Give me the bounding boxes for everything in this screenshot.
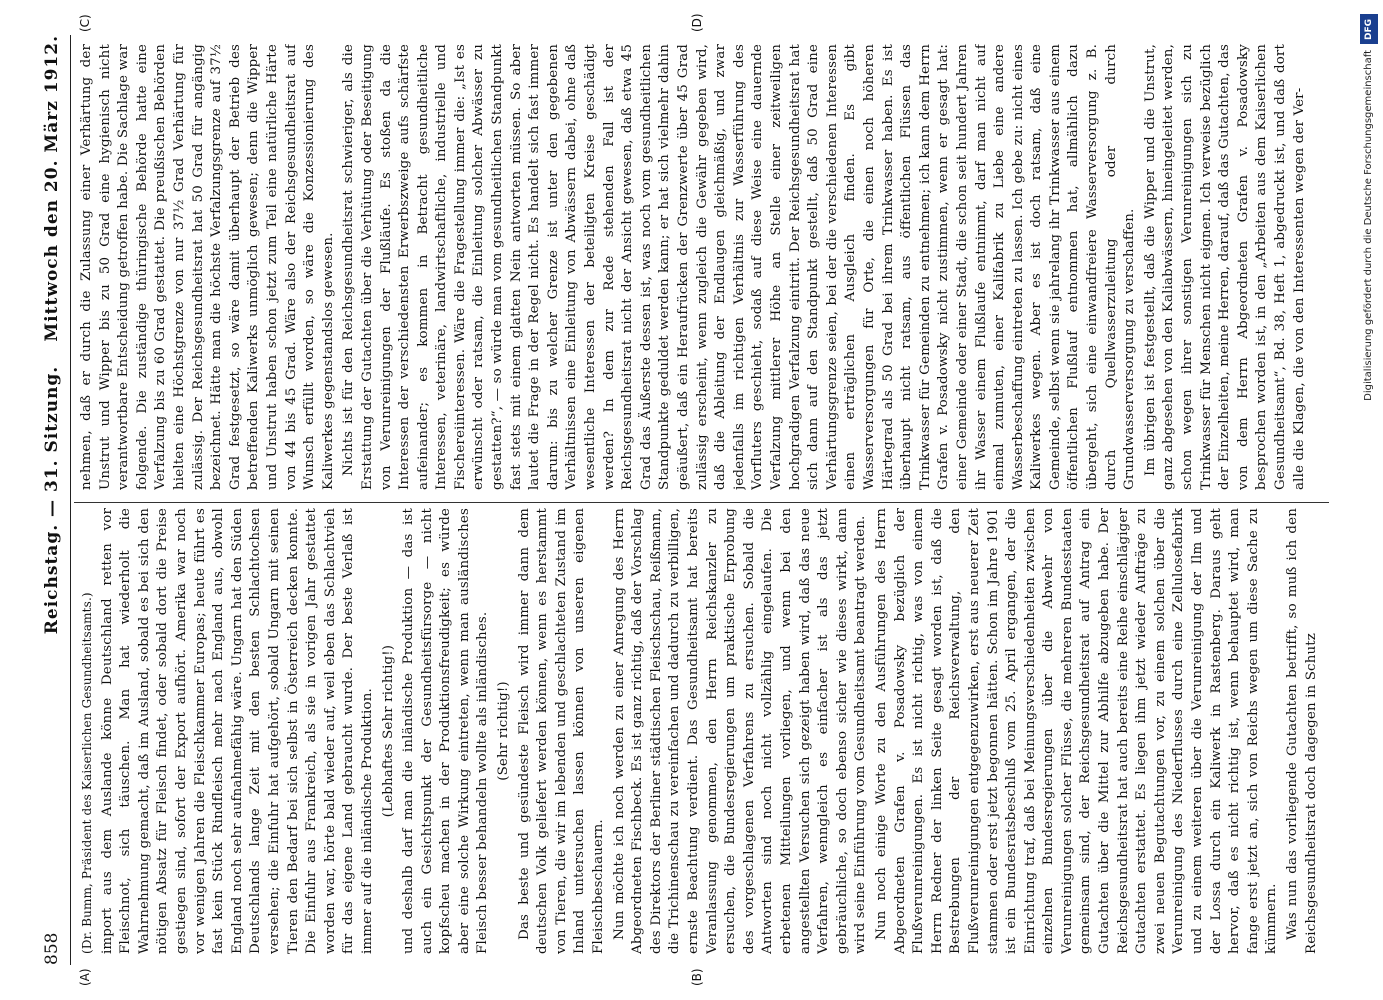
session-date: Mittwoch den 20. März 1912. xyxy=(42,35,62,342)
dfg-logo: DFG xyxy=(1360,14,1378,44)
paragraph: Nichts ist für den Reichsgesundheitsrat schwieriger, als die Erstattung der Gutachten über die Verhütung oder Beseitigung von Verunreinigungen der Flußläufe. Es stoßen da die Interessen der verschiedensten Erwerbszweige aufs schärfste aufeinander; es kommen in Betracht gesundheitliche Interessen, veterinäre, landwirtschaftliche, industrielle und Fischereiinteressen. Wäre die Fragestellung immer die: „Ist es erwünscht oder ratsam, die Einleitung solcher Abwässer zu gestatten?“, — so würde man vom gesundheitlichen Standpunkt fast stets mit einem glatten Nein antworten müssen. So aber lautet die Frage in der Regel nicht. Es handelt sich fast immer darum: bis zu welcher Grenze ist unter den gegebenen Verhältnissen eine Einleitung von Abwässern dabei, ohne daß wesentliche Interessen der beteiligten Kreise geschädigt werden? In dem zur Rede stehenden Fall ist der Reichsgesundheitsrat nicht der Ansicht gewesen, daß etwa 45 Grad das Äußerste dessen ist, was noch vom gesundheitlichen Standpunkte geduldet werden kann; er hat sich vielmehr dahin geäußert, daß ein Heraufrücken der Grenzwerte über 45 Grad zulässig erscheint, wenn zugleich die Gewähr gegeben wird, daß die Ableitung der Endlaugen gleichmäßig, und zwar jedenfalls im richtigen Verhältnis zur Wasserführung des Vorfluters geschieht, sodaß auf diese Weise eine dauernde Verfalzung mittlerer Höhe an Stelle einer zeitweiligen hochgradigen Verfalzung eintritt. Der Reichsgesundheitsrat hat sich dann auf den Standpunkt gestellt, daß 50 Grad eine Verhärtungsgrenze seien, bei der die verschiedenen Interessen einen erträglichen Ausgleich finden. Es gibt Wasserversorgungen für Orte, die einen noch höheren Härtegrad als 50 Grad bei ihrem Trinkwasser haben. Es ist überhaupt nicht ratsam, aus öffentlichen Flüssen das Trinkwasser für Gemeinden zu entnehmen; ich kann dem Herrn Grafen v. Posadowsky nicht zustimmen, wenn er gesagt hat: einer Gemeinde oder einer Stadt, die schon seit hundert Jahren ihr Wasser einem Flußlaufe entnimmt, darf man nicht auf einmal zumuten, einer Kalifabrik zu Liebe eine andere Wasserbeschaffung eintreten zu lassen. Ich gebe zu: nicht eines Kaliwerkes wegen. Aber es ist doch ratsam, daß eine Gemeinde, selbst wenn sie jahrelang ihr Trinkwasser aus einem öffentlichen Flußlauf entnommen hat, allmählich dazu übergeht, sich eine einwandfreiere Wasserversorgung z. B. durch Quellwasserzuleitung oder durch Grundwasserversorgung zu verschaffen. xyxy=(341,44,1138,490)
paragraph: und deshalb darf man die inländische Produktion — das ist auch ein Gesichtspunkt der Gesundheitsfürsorge — nicht kopfscheu machen in der Produktionsfreudigkeit; es würde aber eine solche Wirkung eintreten, wenn man ausländisches Fleisch besser behandeln wollte als inländisches. xyxy=(401,508,491,954)
header-rule xyxy=(70,35,71,965)
paragraph: Was nun das vorliegende Gutachten betrifft, so muß ich den Reichsgesundheitsrat doch dagegen in Schutz xyxy=(1285,508,1319,954)
paragraph: import aus dem Auslande könne Deutschland retten vor Fleischnot, sich täuschen. Man hat wiederholt die Wahrnehmung gemacht, daß im Ausland, sobald es bei sich den nötigen Absatz für Fleisch findet, oder sobald dort die Preise gestiegen sind, sofort der Export aufhört. Amerika war noch vor wenigen Jahren die Fleischkammer Europas; heute führt es fast kein Stück Rindfleisch mehr nach England aus, obwohl England noch sehr aufnahmefähig wäre. Ungarn hat den Süden Deutschlands lange Zeit mit den besten Schlachtochsen versehen; die Einfuhr hat aufgehört, sobald Ungarn mit seinen Tieren den Bedarf bei sich selbst in Österreich decken konnte. Die Einfuhr aus Frankreich, als sie in vorigen Jahr gestattet worden war, hörte bald wieder auf, weil eben das Schlachtvieh für das eigene Land gebraucht wurde. Der beste Verlaß ist immer auf die inländische Produktion. xyxy=(99,508,375,954)
page-number: 858 xyxy=(42,932,62,965)
credit-text: Digitalisierung gefördert durch die Deutsche Forschungsgemeinschaft xyxy=(1363,50,1374,401)
digitization-credit xyxy=(1357,6,1381,998)
left-column xyxy=(78,508,1328,954)
margin-mark-a: (A) xyxy=(78,968,92,986)
page-header xyxy=(42,35,68,965)
speaker-note: (Dr. Bumm, Präsident des Kaiserlichen Gesundheitsamts.) xyxy=(80,592,94,954)
paragraph: nehmen, daß er durch die Zulassung einer Verhärtung der Unstrut und Wipper bis zu 50 Grad eine hygienisch nicht verantwortbare Entscheidung getroffen habe. Die Sachlage war folgende. Die zuständige thüringische Behörde hatte eine Verfalzung bis zu 60 Grad gestattet. Die preußischen Behörden hielten eine Höchstgrenze von nur 37½ Grad Verhärtung für zulässig. Der Reichsgesundheitsrat hat 50 Grad für angängig bezeichnet. Hätte man die höchste Verfalzungsgrenze auf 37½ Grad festgesetzt, so wäre damit überhaupt der Betrieb des betreffenden Kaliwerks unmöglich gewesen; denn die Wipper und Unstrut haben schon jetzt zum Teil eine natürliche Härte von 44 bis 45 Grad. Wäre also der Reichsgesundheitsrat auf Wunsch erfüllt worden, so wäre die Konzessionierung des Kaliwerkes gegenstandslos gewesen. xyxy=(79,44,336,490)
paragraph: Nun noch einige Worte zu den Ausführungen des Herrn Abgeordneten Grafen v. Posadowsky bezüglich der Flußverunreinigungen. Es ist nicht richtig, was von einem Herrn Redner der linken Seite gesagt worden ist, daß die Bestrebungen der Reichsverwaltung, den Flußverunreinigungen entgegenzuwirken, erst aus neuerer Zeit stammen oder erst jetzt begonnen hätten. Schon im Jahre 1901 ist ein Bundesratsbeschluß vom 25. April ergangen, der die Einrichtung traf, daß bei Meinungsverschiedenheiten zwischen einzelnen Bundesregierungen über die Abwehr von Verunreinigungen solcher Flüsse, die mehreren Bundesstaaten gemeinsam sind, der Reichsgesundheitsrat auf Antrag ein Gutachten über die Mittel zur Abhilfe abzugeben habe. Der Reichsgesundheitsrat hat auch bereits eine Reihe einschlägiger Gutachten erstattet. Es liegen ihm jetzt wieder Aufträge zu zwei neuen Begutachtungen vor, zu einem solchen über die Verunreinigung des Niederflusses durch eine Zellulosefabrik und zu einem weiteren über die Verunreinigung der Ilm und der Lossa durch ein Kaliwerk in Rastenberg. Daraus geht hervor, daß es nicht richtig ist, wenn behauptet wird, man fange erst jetzt an, sich von Reichs wegen um diese Sache zu kümmern. xyxy=(873,508,1280,954)
paragraph: Nun möchte ich noch werden zu einer Anregung des Herrn Abgeordneten Fischbeck. Es ist ganz richtig, daß der Vorschlag des Direktors der Berliner städtischen Fleischschau, Reißmann, die Trichinenschau zu vereinfachen und dadurch zu verbilligen, ernste Beachtung verdient. Das Gesundheitsamt hat bereits Veranlassung genommen, den Herrn Reichskanzler zu ersuchen, die Bundesregierungen um praktische Erprobung des vorgeschlagenen Verfahrens zu ersuchen. Sobald die Antworten sind noch nicht vollzählig eingelaufen. Die erbetenen Mitteilungen vorliegen, und wenn bei den angestellten Versuchen sich gezeigt haben wird, daß das neue Verfahren, wenngleich es einfacher ist als das jetzt gebräuchliche, so doch ebenso sicher wie dieses wirkt, dann wird seine Einführung vom Gesundheitsamt beantragt werden. xyxy=(611,508,869,954)
paragraph: Im übrigen ist festgestellt, daß die Wipper und die Unstrut, ganz abgesehen von den Kaliabwässern, hineingeleitet werden, schon wegen ihrer sonstigen Verunreinigungen sich zu Trinkwasser für Menschen nicht eignen. Ich verweise bezüglich der Einzelheiten, meine Herren, darauf, daß das Gutachten, das von dem Herrn Abgeordneten Grafen v. Posadowsky besprochen worden ist, in den „Arbeiten aus dem Kaiserlichen Gesundheitsamt“, Bd. 38, Heft 1, abgedruckt ist, und daß dort alle die Klagen, die von den Interessenten wegen der Ver- xyxy=(1142,44,1307,490)
interjection: (Sehr richtig!) xyxy=(496,681,512,781)
interjection: (Lebhaftes Sehr richtig!) xyxy=(380,644,396,818)
session-title: Reichstag. — 31. Sitzung. xyxy=(42,365,62,635)
margin-mark-b: (B) xyxy=(690,968,704,986)
column-divider xyxy=(74,502,1329,503)
paragraph: Das beste und gesündeste Fleisch wird immer dann dem deutschen Volk geliefert werden können, wenn es herstammt von Tieren, die wir im lebenden und geschlachteten Zustand im Inland untersuchen lassen können von unseren eigenen Fleischbeschauern. xyxy=(516,508,607,954)
margin-mark-d: (D) xyxy=(690,13,704,32)
right-column xyxy=(78,44,1328,490)
margin-mark-c: (C) xyxy=(78,14,92,32)
